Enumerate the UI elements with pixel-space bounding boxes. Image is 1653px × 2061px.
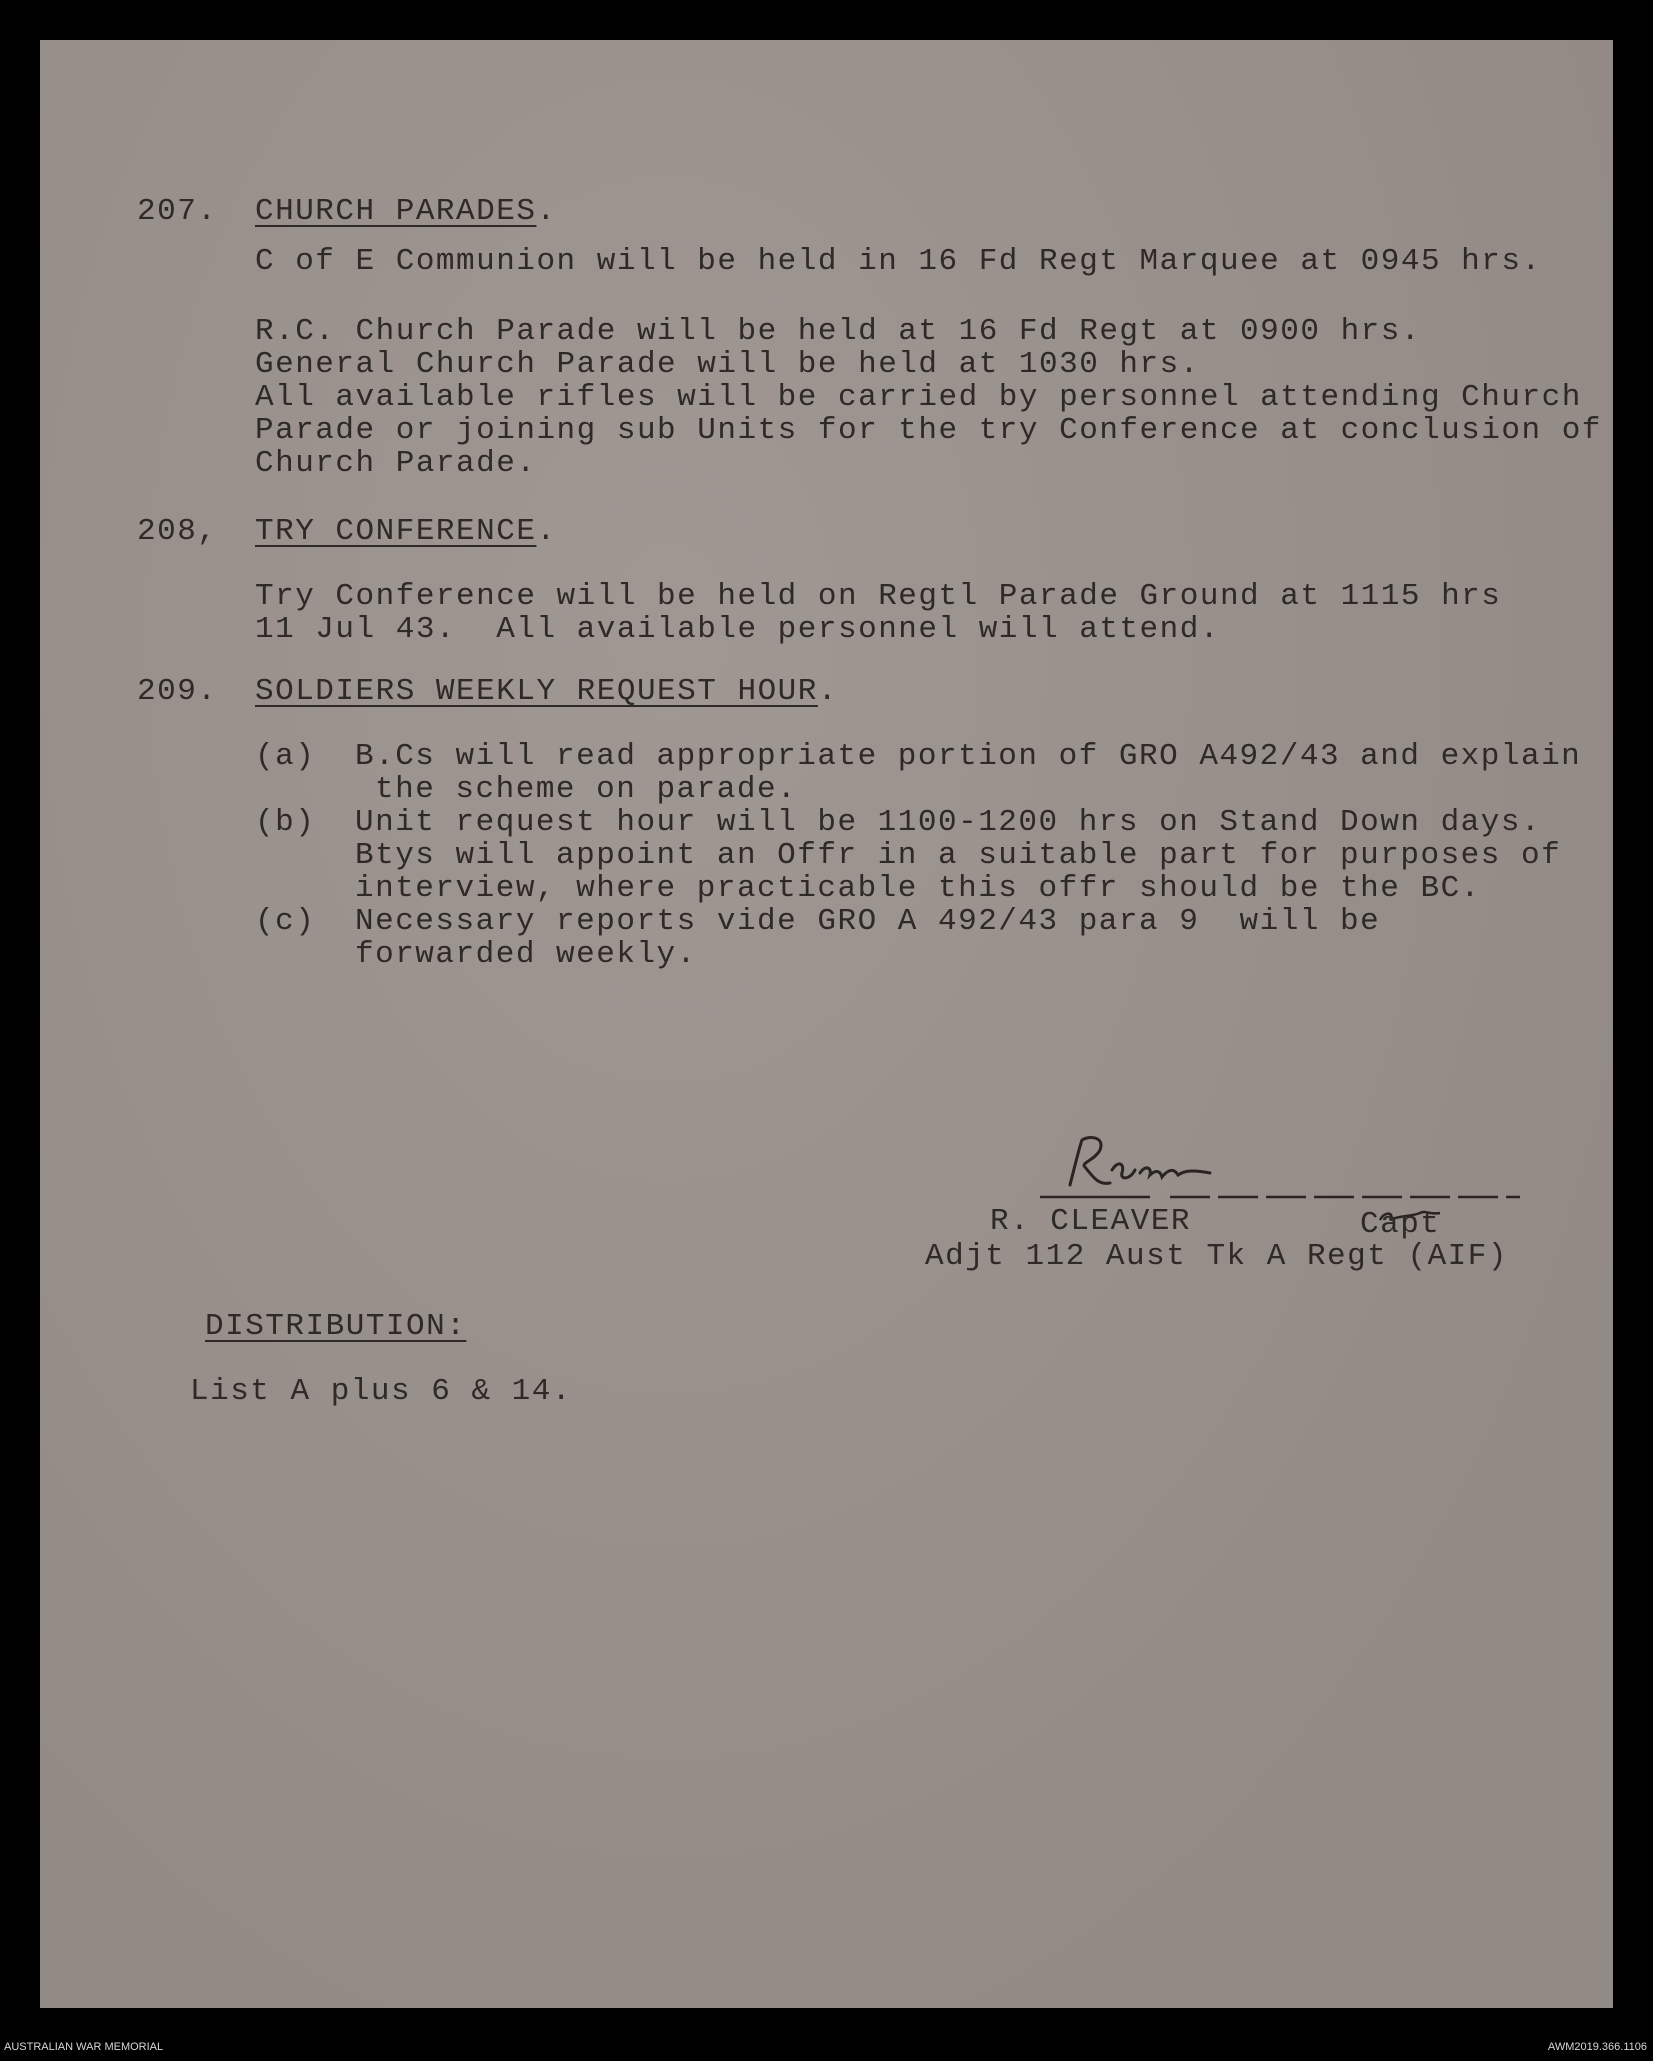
- heading-text: CHURCH PARADES: [255, 194, 537, 229]
- distribution-text: List A plus 6 & 14.: [190, 1374, 572, 1409]
- section-heading-208: TRY CONFERENCE.: [255, 514, 557, 549]
- footer-accession-number: AWM2019.366.1106: [1547, 2041, 1647, 2053]
- item-label-c: (c): [255, 904, 316, 939]
- line: C of E Communion will be held in 16 Fd Regt Marquee at 0945 hrs.: [255, 244, 1542, 279]
- line: Try Conference will be held on Regtl Parade Ground at 1115 hrs: [255, 579, 1502, 614]
- footer-institution: AUSTRALIAN WAR MEMORIAL: [4, 2041, 164, 2053]
- distribution-heading: DISTRIBUTION:: [205, 1309, 467, 1344]
- signatory-appointment: Adjt 112 Aust Tk A Regt (AIF): [925, 1239, 1508, 1274]
- line: All available rifles will be carried by personnel attending Church: [255, 380, 1582, 415]
- section-number-207: 207.: [137, 194, 218, 229]
- line: 11 Jul 43. All available personnel will attend.: [255, 612, 1220, 647]
- item-line: B.Cs will read appropriate portion of GRO A492/43 and explain: [355, 739, 1582, 774]
- item-line: Unit request hour will be 1100-1200 hrs on Stand Down days.: [355, 805, 1542, 840]
- item-line: forwarded weekly.: [355, 937, 697, 972]
- item-line: interview, where practicable this offr should be the BC.: [355, 871, 1481, 906]
- section-heading-207: CHURCH PARADES.: [255, 194, 557, 229]
- section-number-208: 208,: [137, 514, 218, 549]
- item-label-a: (a): [255, 739, 316, 774]
- line: R.C. Church Parade will be held at 16 Fd Regt at 0900 hrs.: [255, 314, 1421, 349]
- signatory-rank: Capt: [1360, 1207, 1441, 1242]
- line: General Church Parade will be held at 1030 hrs.: [255, 347, 1200, 382]
- document-page: [40, 40, 1613, 2008]
- line: Church Parade.: [255, 446, 537, 481]
- item-line: Btys will appoint an Offr in a suitable part for purposes of: [355, 838, 1562, 873]
- heading-text: SOLDIERS WEEKLY REQUEST HOUR: [255, 674, 818, 709]
- heading-text: TRY CONFERENCE: [255, 514, 537, 549]
- line: Parade or joining sub Units for the try Conference at conclusion of: [255, 413, 1602, 448]
- section-heading-209: SOLDIERS WEEKLY REQUEST HOUR.: [255, 674, 838, 709]
- item-label-b: (b): [255, 805, 316, 840]
- item-line: Necessary reports vide GRO A 492/43 para 9 will be: [355, 904, 1381, 939]
- signatory-name: R. CLEAVER: [990, 1204, 1192, 1239]
- item-line: the scheme on parade.: [375, 772, 798, 807]
- section-number-209: 209.: [137, 674, 218, 709]
